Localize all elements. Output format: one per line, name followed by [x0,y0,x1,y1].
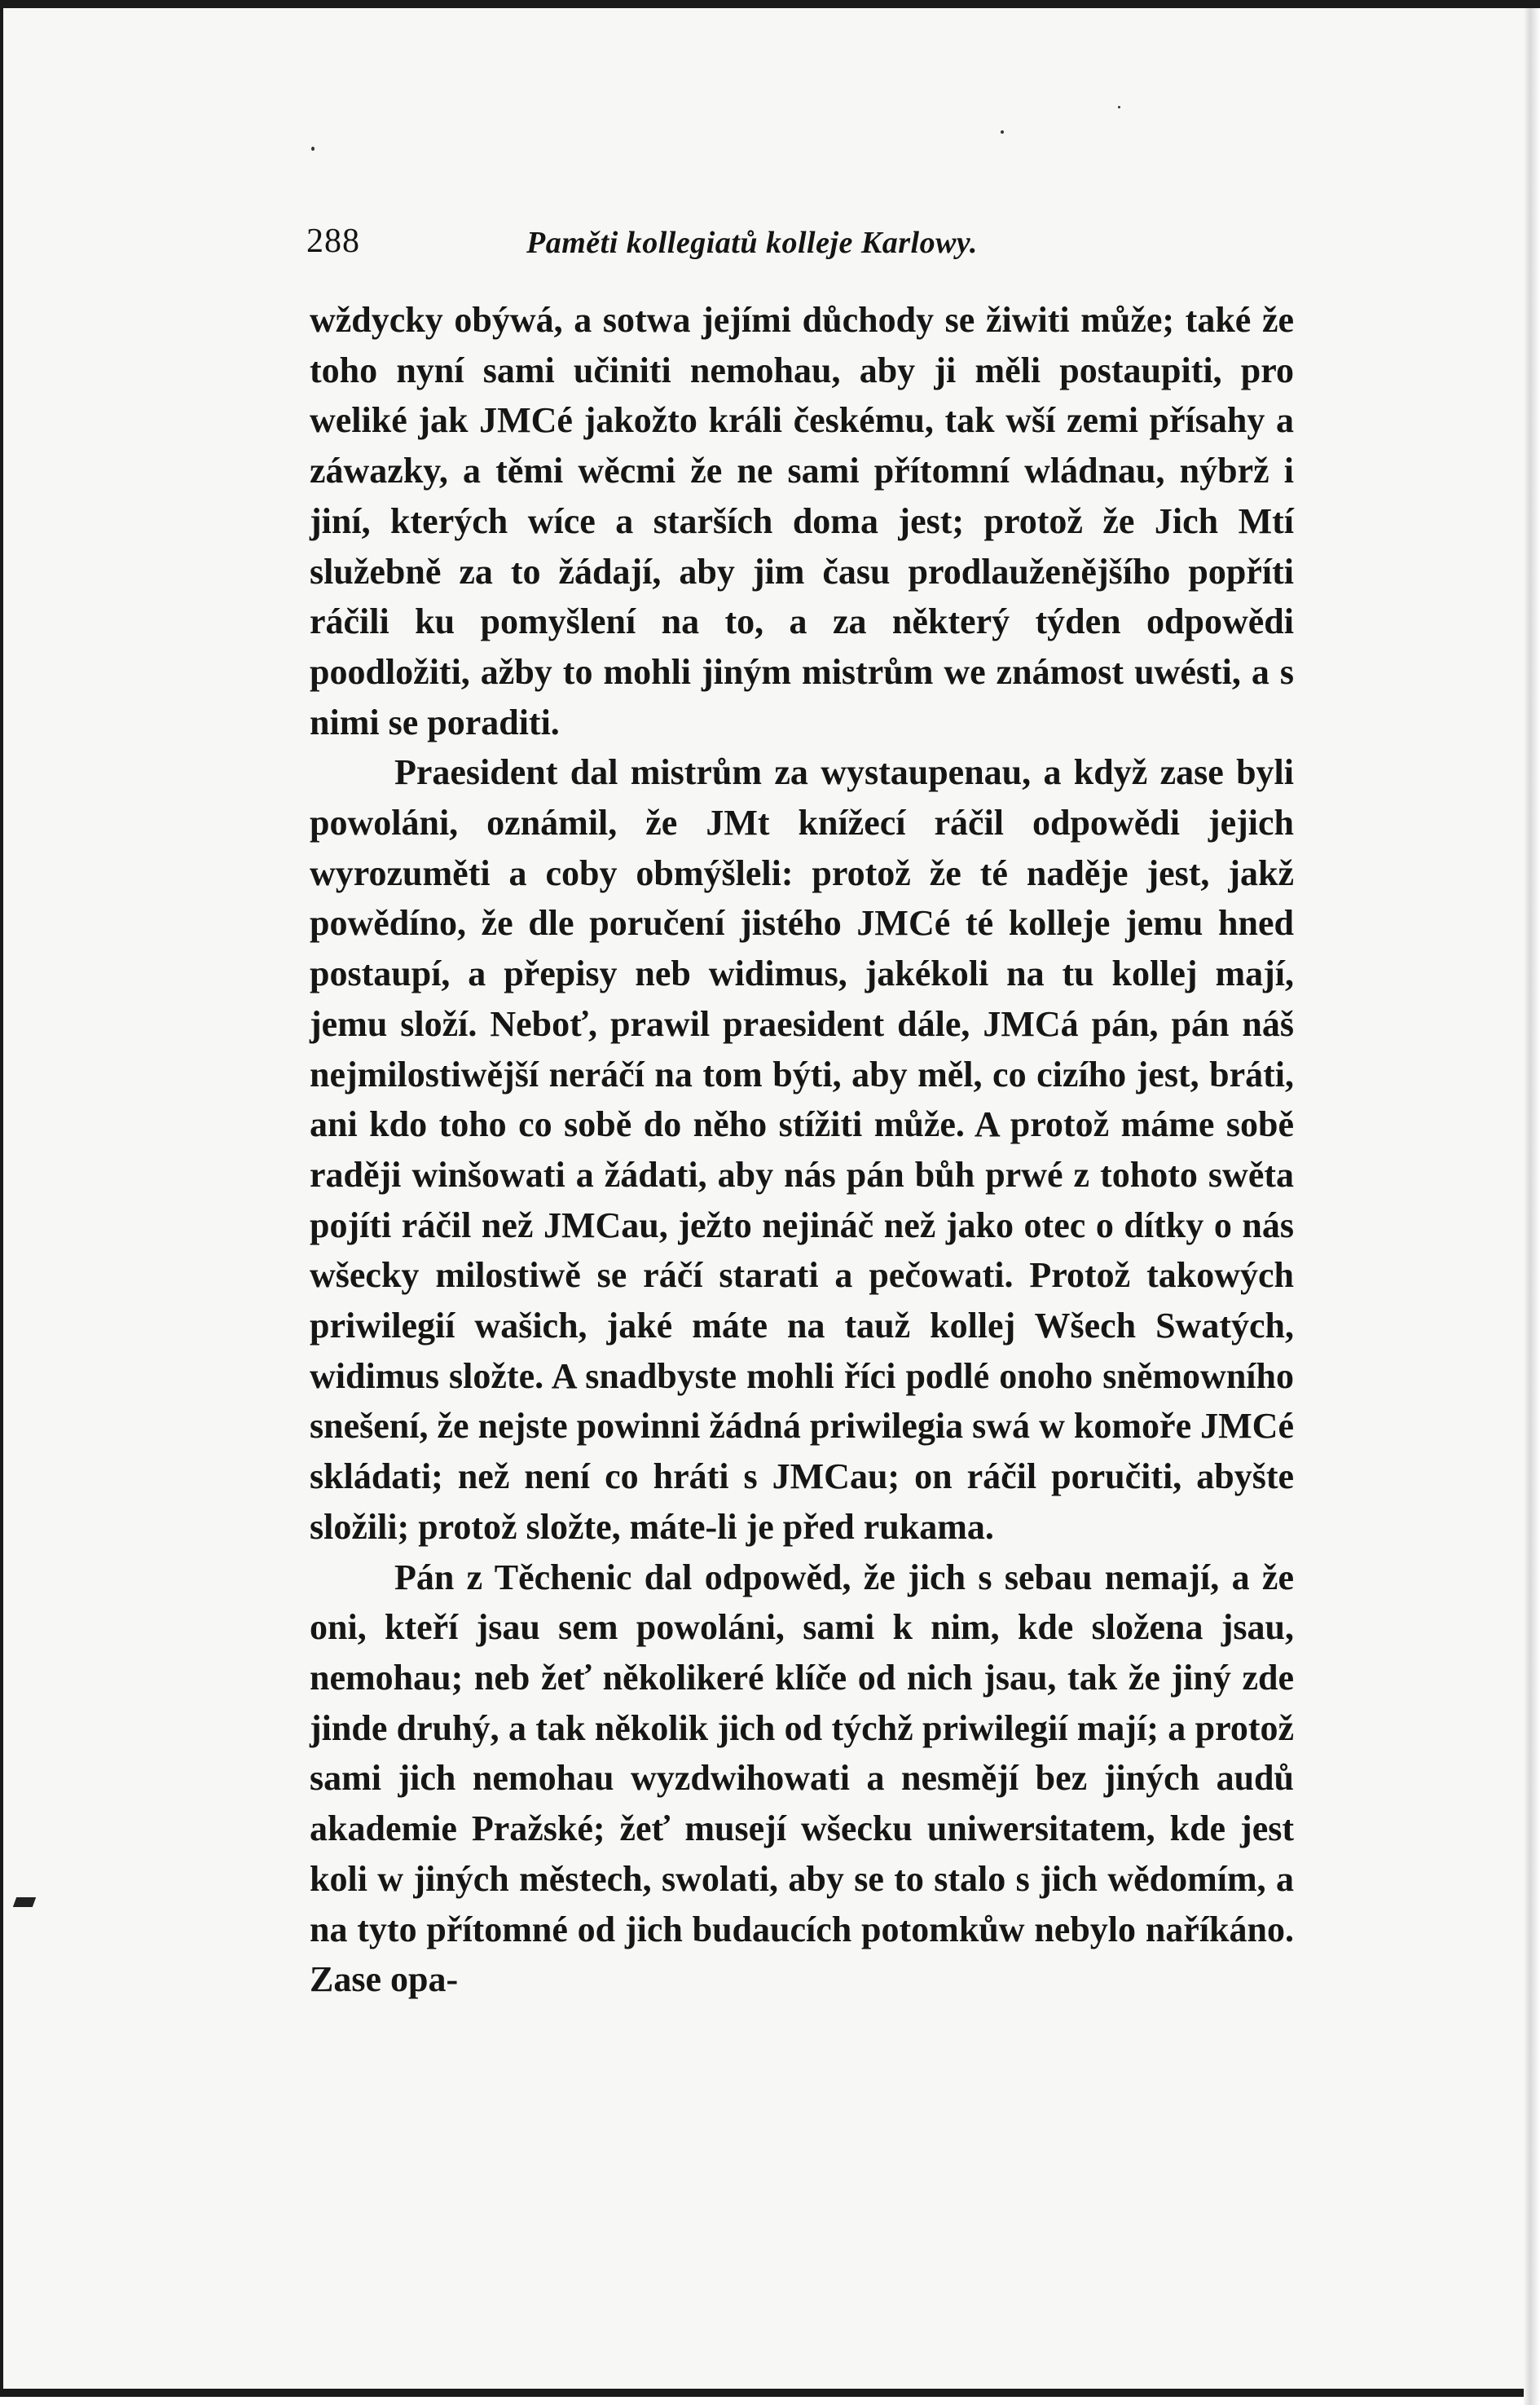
page-header [306,222,1121,271]
ink-speck [311,147,315,151]
ink-speck [1001,130,1004,134]
page-right-edge [1524,8,1540,2405]
body-text [310,295,1294,2005]
running-title: Paměti kollegiatů kolleje Karlowy. [526,226,978,260]
paragraph-2: Praesident dal mistrům za wystaupenau, a když zase byli powoláni, oznámil, že JMt knížecí ráčil odpowědi jejich wyrozuměti a coby obmýšleli: protož že té naděje jest, jakž powědíno, že dle poručení jistého JMCé té kolleje jemu hned postaupí, a přepisy neb widimus, jakékoli na tu kollej mají, jemu složí. Neboť, prawil praesident dále, JMCá pán, pán náš nejmilostiwější neráčí na tom býti, aby měl, co cizího jest, bráti, ani kdo toho co sobě do něho stížiti může. A protož máme sobě raději winšowati a žádati, aby nás pán bůh prwé z tohoto swěta pojíti ráčil než JMCau, ježto nejináč než jako otec o dítky o nás wšecky milostiwě se ráčí starati a pečowati. Protož takowých priwilegií wašich, jaké máte na tauž kollej Wšech Swatých, widimus složte. A snadbyste mohli říci podlé onoho sněmowního snešení, že nejste powinni žádná priwilegia swá w komoře JMCé skládati; než není co hráti s JMCau; on ráčil poručiti, abyšte složili; protož složte, máte-li je před rukama. [310,752,1294,1547]
page-number: 288 [306,222,360,260]
paragraph-3: Pán z Těchenic dal odpowěd, že jich s sebau nemají, a že oni, kteří jsau sem powoláni, sami k nim, kde složena jsau, nemohau; neb žeť několikeré klíče od nich jsau, tak že jiný zde jinde druhý, a tak několik jich od týchž priwilegií mají; a protož sami jich nemohau wyzdwihowati a nesmějí bez jiných audů akademie Pražské; žeť musejí wšecku uniwersitatem, kde jest koli w jiných městech, swolati, aby se to stalo s jich wědomím, a na tyto přítomné od jich budaucích potomkůw nebylo naříkáno. Zase opa- [310,1557,1294,2000]
ink-speck [1118,106,1120,108]
page-edge-mark [13,1897,36,1907]
paragraph-1: wždycky obýwá, a sotwa jejími důchody se žiwiti může; také že toho nyní sami učiniti nemohau, aby ji měli postaupiti, pro weliké jak JMCé jakožto králi českému, tak wší zemi přísahy a záwazky, a těmi wěcmi že ne sami přítomní wládnau, nýbrž i jiní, kterých wíce a starších doma jest; protož že Jich Mtí služebně za to žádají, aby jim času prodlauženějšího popříti ráčili ku pomyšlení na to, a za některý týden odpowědi poodložiti, ažby to mohli jiným mistrům we známost uwésti, a s nimi se poraditi. [310,300,1294,742]
